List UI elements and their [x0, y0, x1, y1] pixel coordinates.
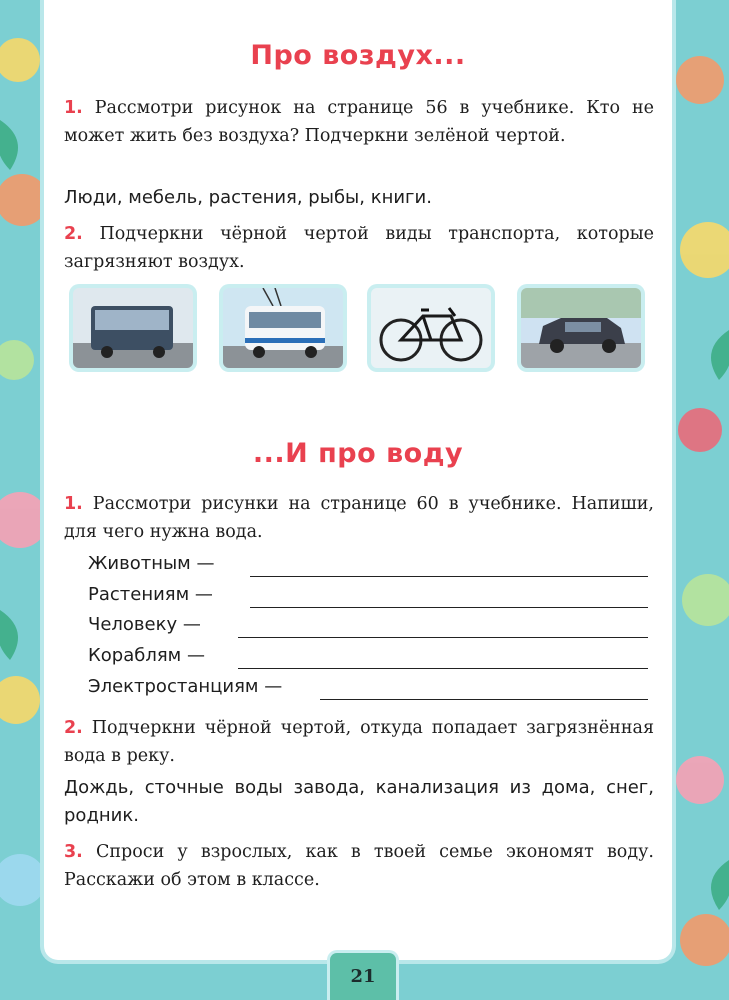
section-title-water: ...И про воду — [252, 438, 464, 469]
answer-line[interactable] — [250, 607, 648, 608]
water-task-3 — [64, 838, 654, 894]
task-text: Спроси у взрослых, как в твоей семье экономят воду. Расскажи об этом в классе. — [64, 842, 654, 890]
air-task-1-options: Люди, мебель, растения, рыбы, книги. — [64, 187, 432, 208]
car-photo — [517, 284, 645, 372]
task-text: Рассмотри рисунок на странице 56 в учебнике. Кто не может жить без воздуха? Подчеркни зелёной чертой. — [64, 98, 654, 146]
answer-label: Электростанциям — — [88, 676, 283, 697]
task-text: Подчеркни чёрной чертой, откуда попадает загрязнённая вода в реку. — [64, 718, 654, 766]
answer-row-plants — [88, 584, 648, 612]
answer-line[interactable] — [320, 699, 648, 700]
task-number: 1. — [64, 494, 83, 514]
answer-label: Растениям — — [88, 584, 213, 605]
transport-photos — [69, 284, 649, 374]
trolleybus-photo — [219, 284, 347, 372]
answer-label: Животным — — [88, 553, 215, 574]
task-text: Подчеркни чёрной чертой виды транспорта, которые загрязняют воздух. — [64, 224, 654, 272]
task-text: Рассмотри рисунки на странице 60 в учебнике. Напиши, для чего нужна вода. — [64, 494, 654, 542]
answer-row-power-plants — [88, 676, 648, 704]
air-task-2 — [64, 220, 654, 276]
bus-photo — [69, 284, 197, 372]
task-number: 3. — [64, 842, 83, 862]
answer-line[interactable] — [250, 576, 648, 577]
section-title-air: Про воздух... — [250, 40, 466, 71]
page-number-tab — [327, 950, 399, 1000]
water-task-2 — [64, 714, 654, 770]
workbook-page — [44, 0, 672, 960]
answer-line[interactable] — [238, 668, 648, 669]
answer-line[interactable] — [238, 637, 648, 638]
task-number: 1. — [64, 98, 83, 118]
task-number: 2. — [64, 224, 83, 244]
water-task-1 — [64, 490, 654, 546]
task-number: 2. — [64, 718, 83, 738]
page-number: 21 — [350, 966, 376, 987]
bicycle-photo — [367, 284, 495, 372]
answer-row-human — [88, 614, 648, 642]
answer-label: Кораблям — — [88, 645, 205, 666]
answer-label: Человеку — — [88, 614, 201, 635]
answer-row-ships — [88, 645, 648, 673]
air-task-1 — [64, 94, 654, 150]
answer-row-animals — [88, 553, 648, 581]
water-task-2-options: Дождь, сточные воды завода, канализация из дома, снег, родник. — [64, 777, 654, 826]
